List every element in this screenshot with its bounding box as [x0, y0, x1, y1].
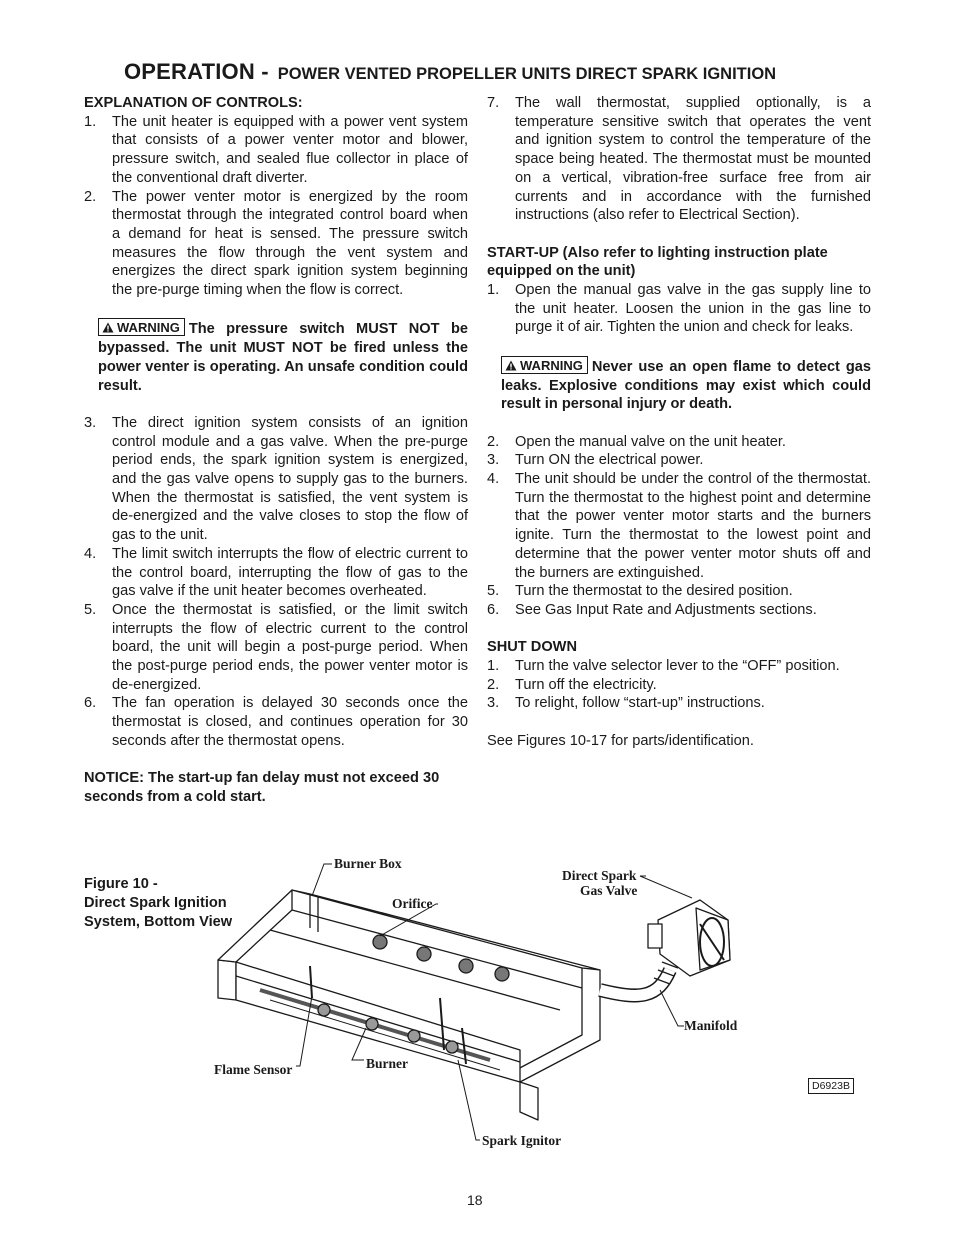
list-item	[487, 470, 871, 582]
startup-heading: START-UP (Also refer to lighting instruction plate equipped on the unit)	[487, 244, 828, 280]
startup-list-b	[487, 433, 871, 620]
item-number: 4.	[84, 545, 97, 562]
controls-list-a	[84, 113, 468, 300]
label-spark-ignitor: Spark Ignitor	[482, 1133, 562, 1148]
right-column	[487, 94, 871, 751]
page-title	[124, 50, 884, 87]
title-main: OPERATION -	[124, 59, 269, 84]
label-burner: Burner	[366, 1056, 408, 1071]
item-number: 6.	[84, 695, 97, 712]
label-burner-box: Burner Box	[334, 856, 402, 871]
item-text: Open the manual valve on the unit heater.	[515, 433, 786, 450]
list-item	[487, 281, 871, 337]
shutdown-list	[487, 657, 871, 713]
controls-list-c	[487, 94, 871, 225]
item-text: The unit should be under the control of the thermostat. Turn the thermostat to the highest point and determine that the power venter motor starts and the burners ignite. Turn the thermostat to the lowest point and determine that the power venter motor shuts off and the burners are extinguished.	[515, 471, 871, 581]
caption-line: Direct Spark Ignition	[84, 895, 227, 911]
item-number: 6.	[487, 601, 500, 618]
figure-code: D6923B	[808, 1078, 854, 1094]
warning-text: The pressure switch MUST NOT be bypassed. The unit MUST NOT be fired unless the power venter is operating. An unsafe condition could result.	[98, 321, 468, 394]
item-text: The power venter motor is energized by the room thermostat through the integrated control board when a demand for heat is sensed. The pressure switch measures the flow through the vent system and energizes the direct spark ignition system beginning the pre-purge timing when the flow is correct.	[112, 188, 468, 299]
list-item	[84, 694, 468, 750]
caption-line: Figure 10 -	[84, 876, 158, 892]
item-text: The unit heater is equipped with a power vent system that consists of a power venter motor and blower, pressure switch, and sealed flue collector in place of the conventional draft diverter.	[112, 113, 468, 186]
warning-pressure-switch	[84, 318, 468, 395]
list-item	[487, 94, 871, 225]
item-text: Turn off the electricity.	[515, 676, 657, 693]
list-item	[487, 601, 871, 620]
warning-open-flame	[487, 356, 871, 414]
item-number: 3.	[487, 452, 500, 469]
explanation-heading: EXPLANATION OF CONTROLS:	[84, 95, 303, 111]
label-orifice: Orifice	[392, 896, 433, 911]
page-number: 18	[467, 1192, 483, 1208]
title-sub: POWER VENTED PROPELLER UNITS DIRECT SPARK IGNITION	[277, 65, 777, 83]
list-item	[84, 414, 468, 545]
label-gas-valve-2: Gas Valve	[580, 883, 638, 898]
warning-text: Never use an open flame to detect gas leaks. Explosive conditions may exist which could result in personal injury or death.	[501, 358, 871, 413]
warning-triangle-icon	[505, 360, 517, 371]
item-text: The fan operation is delayed 30 seconds once the thermostat is closed, and continues operation for 30 seconds after the thermostat opens.	[112, 695, 468, 749]
item-number: 1.	[487, 282, 500, 299]
item-number: 3.	[487, 695, 500, 712]
item-number: 3.	[84, 414, 97, 431]
notice-fan-delay: NOTICE: The start-up fan delay must not exceed 30 seconds from a cold start.	[84, 770, 440, 805]
item-number: 7.	[487, 95, 500, 111]
item-text: Open the manual gas valve in the gas supply line to the unit heater. Loosen the union in the gas line to purge it of air. Tighten the union and check for leaks.	[515, 282, 871, 336]
item-text: The direct ignition system consists of an ignition control module and a gas valve. When the pre-purge period ends, the spark ignition system is energized, and the gas valve opens to supply gas to the burners. When the thermostat is satisfied, the vent system is de-energized and the valve closes to stop the flow of gas to the unit.	[112, 414, 468, 544]
warning-triangle-icon	[102, 322, 114, 333]
shutdown-heading: SHUT DOWN	[487, 639, 577, 656]
item-text: The limit switch interrupts the flow of electric current to the control board, interrupting the flow of gas to the gas valve if the unit heater becomes overheated.	[112, 545, 468, 600]
item-number: 4.	[487, 471, 500, 488]
item-text: Once the thermostat is satisfied, or the limit switch interrupts the flow of electric current to the control board, the unit will begin a post-purge period. When the post-purge period ends, the power venter motor is de-energized.	[112, 601, 468, 693]
label-gas-valve-1: Direct Spark	[562, 868, 637, 883]
warning-badge	[98, 318, 185, 336]
list-item	[487, 694, 871, 713]
item-text: See Gas Input Rate and Adjustments sections.	[515, 601, 817, 618]
controls-list-b	[84, 414, 468, 751]
item-number: 2.	[487, 433, 500, 450]
see-figures-note: See Figures 10-17 for parts/identification.	[487, 732, 754, 749]
item-text: Turn the thermostat to the desired position.	[515, 583, 793, 600]
list-item	[487, 451, 871, 470]
item-text: The wall thermostat, supplied optionally, is a temperature sensitive switch that operates the vent and ignition system to control the temperature of the space being heated. The thermostat must be mounted on a vertical, vibration-free surface free from air currents and in accordance with the furnished instructions (also refer to Electrical Section).	[515, 95, 871, 224]
list-item	[487, 582, 871, 601]
list-item	[487, 657, 871, 676]
list-item	[84, 601, 468, 695]
warning-label: WARNING	[117, 320, 180, 336]
item-number: 2.	[84, 188, 97, 205]
list-item	[487, 433, 871, 452]
warning-label: WARNING	[520, 357, 583, 373]
caption-line: System, Bottom View	[84, 914, 233, 930]
item-text: Turn the valve selector lever to the “OFF” position.	[515, 658, 840, 675]
label-flame-sensor: Flame Sensor	[214, 1062, 293, 1077]
item-text: To relight, follow “start-up” instructions.	[515, 695, 765, 712]
burner-assembly-diagram	[200, 850, 890, 1160]
item-number: 2.	[487, 676, 500, 693]
list-item	[84, 188, 468, 300]
item-number: 5.	[84, 601, 97, 618]
item-number: 1.	[487, 658, 500, 675]
list-item	[84, 545, 468, 601]
list-item	[84, 113, 468, 188]
warning-badge	[501, 356, 588, 374]
label-manifold: Manifold	[684, 1018, 738, 1033]
item-number: 5.	[487, 583, 500, 600]
startup-list-a	[487, 281, 871, 337]
item-number: 1.	[84, 113, 97, 130]
left-column	[84, 94, 468, 807]
list-item	[487, 676, 871, 695]
item-text: Turn ON the electrical power.	[515, 452, 704, 469]
